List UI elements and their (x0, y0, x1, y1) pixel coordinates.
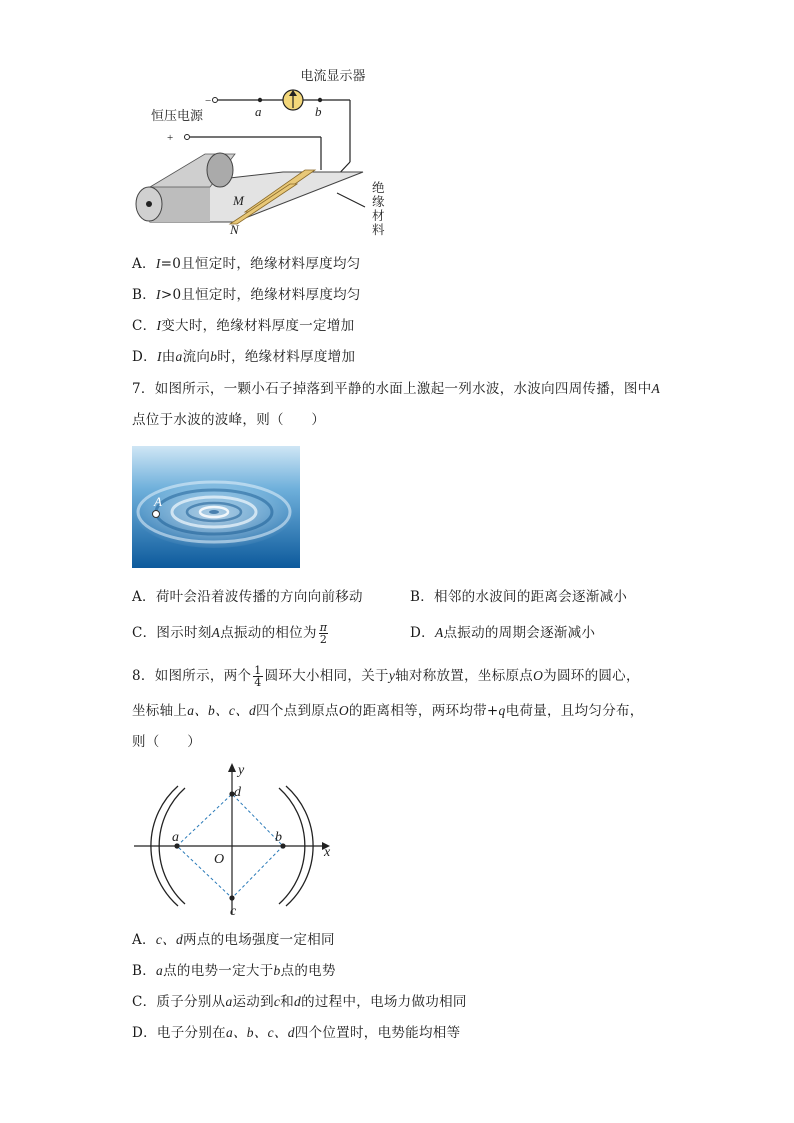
point-A-label: A (154, 494, 162, 509)
electrode-m-label: M (233, 193, 244, 208)
figure-quarter-rings (130, 758, 340, 918)
electrode-n-label: N (230, 222, 239, 237)
q7-stem-line1: 7．如图所示，一颗小石子掉落到平静的水面上激起一列水波，水波向四周传播，图中A (132, 381, 661, 397)
q8-option-c[interactable]: C．质子分别从a运动到c和d的过程中，电场力做功相同 (132, 994, 467, 1010)
quarter-fraction: $\frac{1}{4}$ (254, 664, 262, 689)
axis-y-label: y (238, 763, 245, 778)
q6-option-a[interactable]: A．I=0且恒定时，绝缘材料厚度均匀 (132, 256, 361, 272)
figure-current-meter (125, 62, 395, 242)
origin-O-label: O (214, 852, 225, 867)
pi-over-2-fraction: $\frac{\pi}{2}$ (319, 621, 328, 646)
point-b-label: b (275, 830, 282, 845)
q6-option-d[interactable]: D．I由a流向b时，绝缘材料厚度增加 (132, 349, 356, 365)
insulation-char-1: 绝 (372, 181, 385, 195)
q8-option-a[interactable]: A．c、d两点的电场强度一定相同 (132, 932, 335, 948)
insulation-char-3: 材 (372, 209, 385, 223)
point-d-label: d (234, 785, 241, 800)
point-c-label: c (230, 904, 237, 918)
q8-option-b[interactable]: B．a点的电势一定大于b点的电势 (132, 963, 336, 979)
source-label: 恒压电源 (150, 108, 204, 123)
q7-option-b[interactable]: B．相邻的水波间的距离会逐渐减小 (410, 589, 628, 605)
axis-x-label: x (324, 845, 331, 860)
q8-stem-line3: 则（ ） (132, 734, 201, 750)
q7-option-a[interactable]: A．荷叶会沿着波传播的方向向前移动 (132, 589, 363, 605)
q7-stem-line2: 点位于水波的波峰，则（ ） (132, 412, 326, 428)
minus-sign: − (205, 95, 212, 107)
point-a-label: a (255, 104, 262, 119)
meter-title: 电流显示器 (300, 68, 366, 83)
q7-option-d[interactable]: D．A点振动的周期会逐渐减小 (410, 625, 596, 641)
point-a-label: a (172, 830, 179, 845)
q8-stem-line2: 坐标轴上a、b、c、d四个点到原点O的距离相等，两环均带+q电荷量，且均匀分布， (132, 703, 644, 719)
figure-water-ripple (132, 446, 300, 568)
q8-stem-line1: 8．如图所示，两个 $\frac{1}{4}$ 圆环大小相同，关于y轴对称放置，坐标原点O为圆环的圆心， (132, 664, 640, 689)
plus-sign: + (167, 132, 174, 144)
point-b-label: b (315, 104, 322, 119)
q8-option-d[interactable]: D．电子分别在a、b、c、d四个位置时，电势能均相等 (132, 1025, 461, 1041)
q7-option-c[interactable]: C．图示时刻A点振动的相位为 $\frac{\pi}{2}$ (132, 621, 328, 646)
q6-option-c[interactable]: C．I变大时，绝缘材料厚度一定增加 (132, 318, 355, 334)
q6-option-b[interactable]: B．I>0且恒定时，绝缘材料厚度均匀 (132, 287, 361, 303)
insulation-char-2: 缘 (372, 195, 385, 209)
insulation-char-4: 料 (372, 223, 385, 237)
